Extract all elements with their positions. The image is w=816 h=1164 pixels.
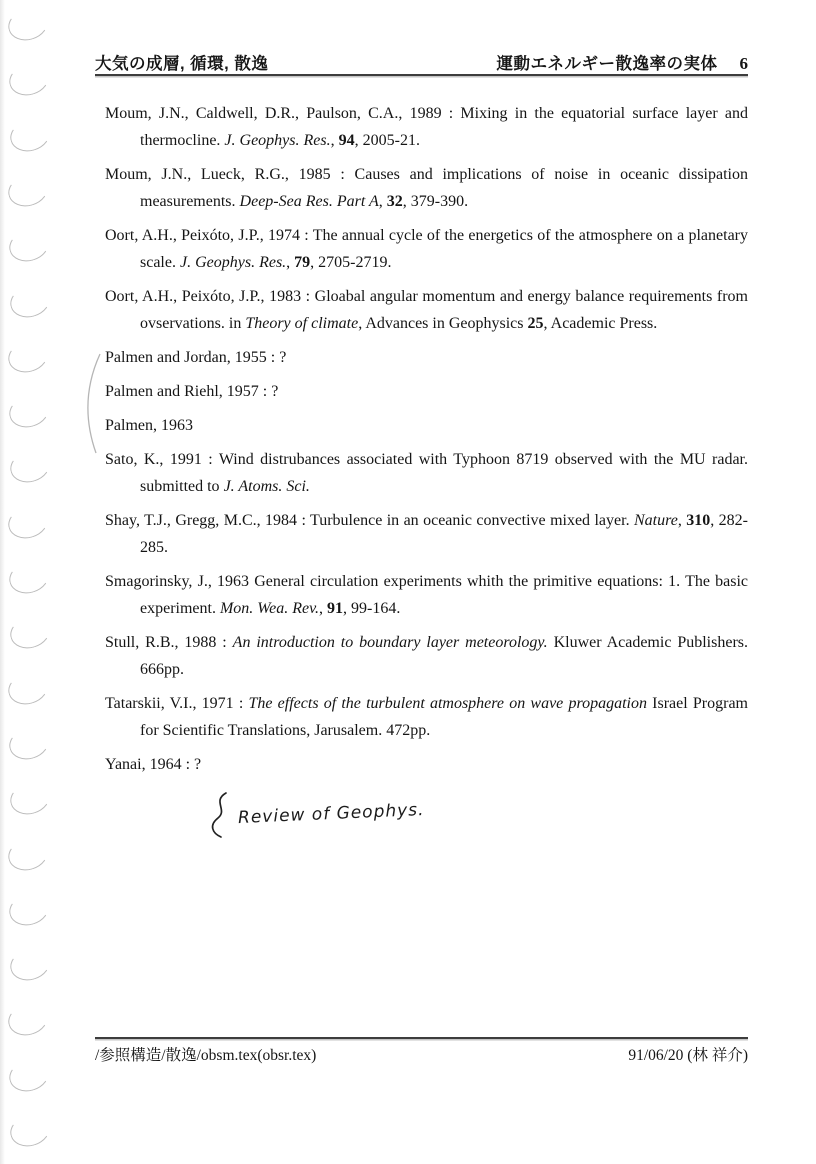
spiral-binding-hole xyxy=(7,944,54,985)
spiral-binding-hole xyxy=(6,225,53,266)
page-header xyxy=(95,50,748,74)
header-right-title: 運動エネルギー散逸率の実体 xyxy=(496,55,718,73)
page-number: 6 xyxy=(739,54,748,73)
spiral-binding-hole xyxy=(6,391,53,432)
handwritten-brace-squiggle xyxy=(213,793,226,837)
spiral-binding-hole xyxy=(6,889,53,930)
spiral-binding-hole xyxy=(6,557,53,598)
pencil-bracket xyxy=(88,354,100,453)
spiral-binding-hole xyxy=(5,502,52,543)
header-rule xyxy=(95,74,748,76)
spiral-binding-hole xyxy=(7,1110,54,1151)
reference-entry: Yanai, 1964 : ? xyxy=(105,756,202,773)
footer-file-path: /参照構造/散逸/obsm.tex(obsr.tex) xyxy=(95,1047,317,1064)
handwritten-note: Review of Geophys. xyxy=(237,799,425,829)
spiral-binding-hole xyxy=(7,612,54,653)
spiral-binding-hole xyxy=(7,115,54,156)
spiral-binding-hole xyxy=(5,170,52,211)
spiral-binding-hole xyxy=(5,999,52,1040)
spiral-binding-hole xyxy=(5,4,52,45)
spiral-binding-hole xyxy=(5,668,52,709)
reference-entry: Oort, A.H., Peixóto, J.P., 1974 : The annual cycle of the energetics of the atmosphere on a planetary scale. J. Geophys. Res., 79, 2705-2719. xyxy=(105,227,748,271)
reference-entry: Moum, J.N., Lueck, R.G., 1985 : Causes and implications of noise in oceanic dissipation measurements. Deep-Sea Res. Part A, 32, 379-390. xyxy=(105,166,748,210)
spiral-binding-hole xyxy=(5,336,52,377)
header-left-title: 大気の成層, 循環, 散逸 xyxy=(95,55,269,73)
reference-entry: Palmen and Riehl, 1957 : ? xyxy=(105,383,279,400)
reference-entry: Smagorinsky, J., 1963 General circulation experiments whith the primitive equations: 1. The basic experiment. Mon. Wea. Rev., 91, 99-164. xyxy=(105,573,748,617)
spiral-binding-hole xyxy=(6,723,53,764)
reference-entry: Oort, A.H., Peixóto, J.P., 1983 : Gloabal angular momentum and energy balance requirements from ovservations. in Theory of climate, Advances in Geophysics 25, Academic Press. xyxy=(105,288,748,332)
spiral-binding-hole xyxy=(7,446,54,487)
reference-entry: Tatarskii, V.I., 1971 : The effects of the turbulent atmosphere on wave propagation Israel Program for Scientific Translations, Jarusalem. 472pp. xyxy=(105,695,748,739)
spiral-binding-hole xyxy=(7,778,54,819)
footer-rule xyxy=(95,1037,748,1039)
reference-entry: Stull, R.B., 1988 : An introduction to boundary layer meteorology. Kluwer Academic Publishers. 666pp. xyxy=(105,634,749,678)
reference-entry: Sato, K., 1991 : Wind distrubances associated with Typhoon 8719 observed with the MU radar. submitted to J. Atoms. Sci. xyxy=(105,451,748,495)
reference-entry: Palmen, 1963 xyxy=(105,417,193,434)
reference-entry: Shay, T.J., Gregg, M.C., 1984 : Turbulence in an oceanic convective mixed layer. Nature, 310, 282-285. xyxy=(105,512,749,556)
page-footer xyxy=(95,1043,748,1065)
spiral-binding-hole xyxy=(6,1055,53,1096)
references-list xyxy=(105,100,748,785)
reference-entry: Palmen and Jordan, 1955 : ? xyxy=(105,349,287,366)
footer-date-author: 91/06/20 (林 祥介) xyxy=(628,1047,748,1064)
header-right-group xyxy=(497,50,749,74)
spiral-binding xyxy=(0,0,62,1164)
spiral-binding-hole xyxy=(6,59,53,100)
spiral-binding-hole xyxy=(7,281,54,322)
spiral-binding-hole xyxy=(5,834,52,875)
reference-entry: Moum, J.N., Caldwell, D.R., Paulson, C.A., 1989 : Mixing in the equatorial surface layer and thermocline. J. Geophys. Res., 94, 2005-21. xyxy=(105,105,748,149)
